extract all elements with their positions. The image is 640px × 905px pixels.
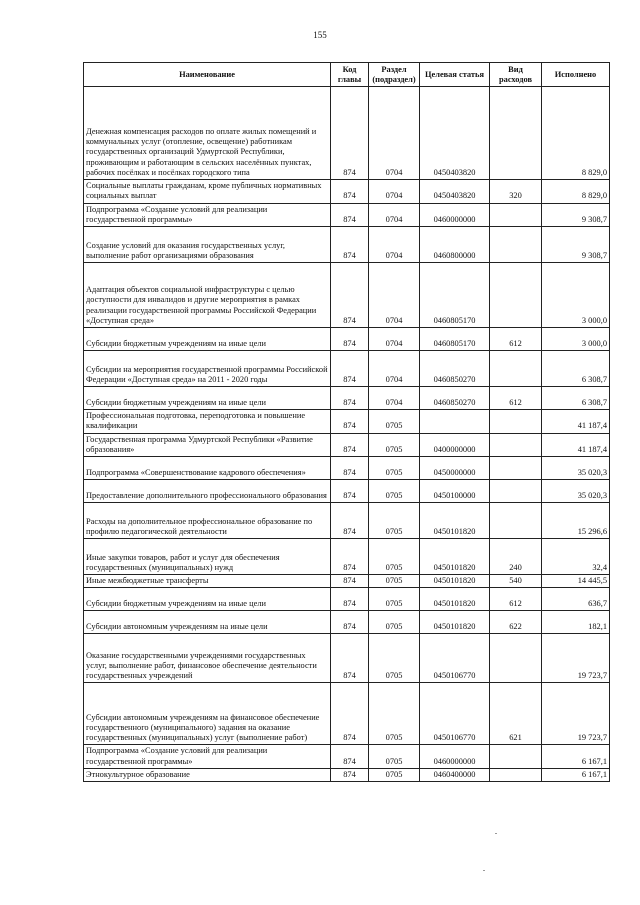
row-expense-type <box>490 503 542 539</box>
table-row <box>84 539 610 575</box>
header-executed: Исполнено <box>542 63 610 87</box>
row-executed: 32,4 <box>542 539 610 575</box>
row-target: 0450100000 <box>420 480 490 503</box>
row-name: Субсидии на мероприятия государственной программы Российской Федерации «Доступная среда» на 2011 - 2020 годы <box>84 351 331 387</box>
row-expense-type: 320 <box>490 180 542 204</box>
row-expense-type: 240 <box>490 539 542 575</box>
row-executed: 3 000,0 <box>542 263 610 328</box>
row-code: 874 <box>331 503 369 539</box>
table-row <box>84 328 610 351</box>
row-code: 874 <box>331 387 369 410</box>
row-code: 874 <box>331 263 369 328</box>
row-section: 0705 <box>369 768 420 781</box>
row-expense-type <box>490 227 542 263</box>
table-row <box>84 503 610 539</box>
row-code: 874 <box>331 410 369 434</box>
table-row <box>84 634 610 683</box>
row-expense-type: 622 <box>490 611 542 634</box>
table-row <box>84 480 610 503</box>
row-section: 0704 <box>369 387 420 410</box>
row-target: 0450403820 <box>420 87 490 180</box>
row-executed: 41 187,4 <box>542 433 610 457</box>
row-executed: 6 167,1 <box>542 745 610 769</box>
row-section: 0705 <box>369 575 420 588</box>
row-code: 874 <box>331 539 369 575</box>
row-code: 874 <box>331 480 369 503</box>
row-executed: 6 308,7 <box>542 351 610 387</box>
row-code: 874 <box>331 768 369 781</box>
row-name: Подпрограмма «Создание условий для реализации государственной программы» <box>84 203 331 227</box>
scan-mark <box>495 833 497 834</box>
row-target: 0450101820 <box>420 611 490 634</box>
row-section: 0704 <box>369 180 420 204</box>
row-name: Государственная программа Удмуртской Республики «Развитие образования» <box>84 433 331 457</box>
row-executed: 9 308,7 <box>542 203 610 227</box>
row-name: Расходы на дополнительное профессиональное образование по профилю педагогической деятельности <box>84 503 331 539</box>
table-row <box>84 87 610 180</box>
row-name: Создание условий для оказания государственных услуг, выполнение работ организациями образования <box>84 227 331 263</box>
row-section: 0705 <box>369 480 420 503</box>
row-code: 874 <box>331 745 369 769</box>
row-executed: 19 723,7 <box>542 683 610 745</box>
row-code: 874 <box>331 683 369 745</box>
row-expense-type: 612 <box>490 588 542 611</box>
row-section: 0704 <box>369 227 420 263</box>
row-section: 0704 <box>369 328 420 351</box>
row-name: Социальные выплаты гражданам, кроме публичных нормативных социальных выплат <box>84 180 331 204</box>
table-row <box>84 588 610 611</box>
row-executed: 8 829,0 <box>542 87 610 180</box>
header-code: Код главы <box>331 63 369 87</box>
row-name: Субсидии бюджетным учреждениям на иные цели <box>84 328 331 351</box>
row-target: 0460400000 <box>420 768 490 781</box>
row-section: 0705 <box>369 503 420 539</box>
row-section: 0704 <box>369 263 420 328</box>
table-row <box>84 683 610 745</box>
row-section: 0704 <box>369 87 420 180</box>
row-code: 874 <box>331 227 369 263</box>
row-expense-type: 612 <box>490 328 542 351</box>
row-expense-type: 540 <box>490 575 542 588</box>
row-section: 0705 <box>369 539 420 575</box>
row-name: Этнокультурное образование <box>84 768 331 781</box>
row-section: 0705 <box>369 588 420 611</box>
row-name: Иные закупки товаров, работ и услуг для обеспечения государственных (муниципальных) нужд <box>84 539 331 575</box>
table-row <box>84 351 610 387</box>
row-expense-type <box>490 410 542 434</box>
table-row <box>84 263 610 328</box>
row-name: Профессиональная подготовка, переподготовка и повышение квалификации <box>84 410 331 434</box>
row-executed: 9 308,7 <box>542 227 610 263</box>
table-row <box>84 575 610 588</box>
row-executed: 35 020,3 <box>542 457 610 480</box>
row-target: 0450000000 <box>420 457 490 480</box>
row-expense-type: 621 <box>490 683 542 745</box>
row-expense-type <box>490 263 542 328</box>
row-expense-type <box>490 433 542 457</box>
scan-mark <box>483 870 485 871</box>
row-executed: 3 000,0 <box>542 328 610 351</box>
row-name: Адаптация объектов социальной инфраструктуры с целью доступности для инвалидов и другие мероприятия в рамках реализации государственной программы Российской Федерации «Доступная среда» <box>84 263 331 328</box>
table-row <box>84 457 610 480</box>
row-section: 0704 <box>369 351 420 387</box>
table-row <box>84 387 610 410</box>
row-code: 874 <box>331 433 369 457</box>
table-row <box>84 410 610 434</box>
row-target: 0460805170 <box>420 328 490 351</box>
row-code: 874 <box>331 611 369 634</box>
row-section: 0705 <box>369 457 420 480</box>
row-target: 0450403820 <box>420 180 490 204</box>
row-expense-type <box>490 351 542 387</box>
row-code: 874 <box>331 457 369 480</box>
table-row <box>84 227 610 263</box>
table-row <box>84 768 610 781</box>
row-section: 0705 <box>369 683 420 745</box>
row-executed: 14 445,5 <box>542 575 610 588</box>
row-code: 874 <box>331 328 369 351</box>
table-header-row <box>84 63 610 87</box>
row-code: 874 <box>331 203 369 227</box>
header-name: Наименование <box>84 63 331 87</box>
row-target: 0460000000 <box>420 203 490 227</box>
row-section: 0705 <box>369 433 420 457</box>
row-code: 874 <box>331 351 369 387</box>
row-executed: 8 829,0 <box>542 180 610 204</box>
row-expense-type <box>490 203 542 227</box>
table-row <box>84 745 610 769</box>
row-target: 0450106770 <box>420 683 490 745</box>
table-row <box>84 203 610 227</box>
row-executed: 19 723,7 <box>542 634 610 683</box>
row-expense-type <box>490 457 542 480</box>
row-target: 0400000000 <box>420 433 490 457</box>
row-target: 0460800000 <box>420 227 490 263</box>
row-target: 0450101820 <box>420 539 490 575</box>
row-name: Субсидии автономным учреждениям на иные цели <box>84 611 331 634</box>
row-section: 0705 <box>369 611 420 634</box>
row-name: Предоставление дополнительного профессионального образования <box>84 480 331 503</box>
row-expense-type <box>490 768 542 781</box>
header-expense-type: Вид расходов <box>490 63 542 87</box>
row-executed: 15 296,6 <box>542 503 610 539</box>
row-target: 0460000000 <box>420 745 490 769</box>
row-executed: 41 187,4 <box>542 410 610 434</box>
row-target: 0460850270 <box>420 387 490 410</box>
row-executed: 6 167,1 <box>542 768 610 781</box>
row-code: 874 <box>331 180 369 204</box>
row-name: Денежная компенсация расходов по оплате жилых помещений и коммунальных услуг (отопление, освещение) работникам государственных организаций Удмуртской Республики, проживающим и работающим в сельских населённых пунктах, рабочих посёлках и посёлках городского типа <box>84 87 331 180</box>
row-section: 0704 <box>369 203 420 227</box>
row-code: 874 <box>331 575 369 588</box>
row-name: Подпрограмма «Совершенствование кадрового обеспечения» <box>84 457 331 480</box>
row-target: 0450101820 <box>420 588 490 611</box>
table-row <box>84 180 610 204</box>
budget-table <box>83 62 610 782</box>
row-target <box>420 410 490 434</box>
row-code: 874 <box>331 588 369 611</box>
row-expense-type <box>490 480 542 503</box>
row-target: 0450101820 <box>420 575 490 588</box>
row-name: Оказание государственными учреждениями государственных услуг, выполнение работ, финансовое обеспечение деятельности государственных учреждений <box>84 634 331 683</box>
row-target: 0450106770 <box>420 634 490 683</box>
row-code: 874 <box>331 634 369 683</box>
row-target: 0460805170 <box>420 263 490 328</box>
table-row <box>84 611 610 634</box>
row-name: Субсидии бюджетным учреждениям на иные цели <box>84 588 331 611</box>
header-target: Целевая статья <box>420 63 490 87</box>
header-section: Раздел (подраздел) <box>369 63 420 87</box>
row-name: Иные межбюджетные трансферты <box>84 575 331 588</box>
row-section: 0705 <box>369 410 420 434</box>
row-expense-type <box>490 87 542 180</box>
row-section: 0705 <box>369 634 420 683</box>
row-executed: 6 308,7 <box>542 387 610 410</box>
row-target: 0450101820 <box>420 503 490 539</box>
row-name: Подпрограмма «Создание условий для реализации государственной программы» <box>84 745 331 769</box>
row-expense-type: 612 <box>490 387 542 410</box>
row-name: Субсидии бюджетным учреждениям на иные цели <box>84 387 331 410</box>
row-expense-type <box>490 745 542 769</box>
page-number: 155 <box>313 30 327 40</box>
row-section: 0705 <box>369 745 420 769</box>
row-name: Субсидии автономным учреждениям на финансовое обеспечение государственного (муниципального) задания на оказание государственных (муниципальных) услуг (выполнение работ) <box>84 683 331 745</box>
row-target: 0460850270 <box>420 351 490 387</box>
row-executed: 182,1 <box>542 611 610 634</box>
table-row <box>84 433 610 457</box>
row-expense-type <box>490 634 542 683</box>
row-code: 874 <box>331 87 369 180</box>
row-executed: 35 020,3 <box>542 480 610 503</box>
row-executed: 636,7 <box>542 588 610 611</box>
